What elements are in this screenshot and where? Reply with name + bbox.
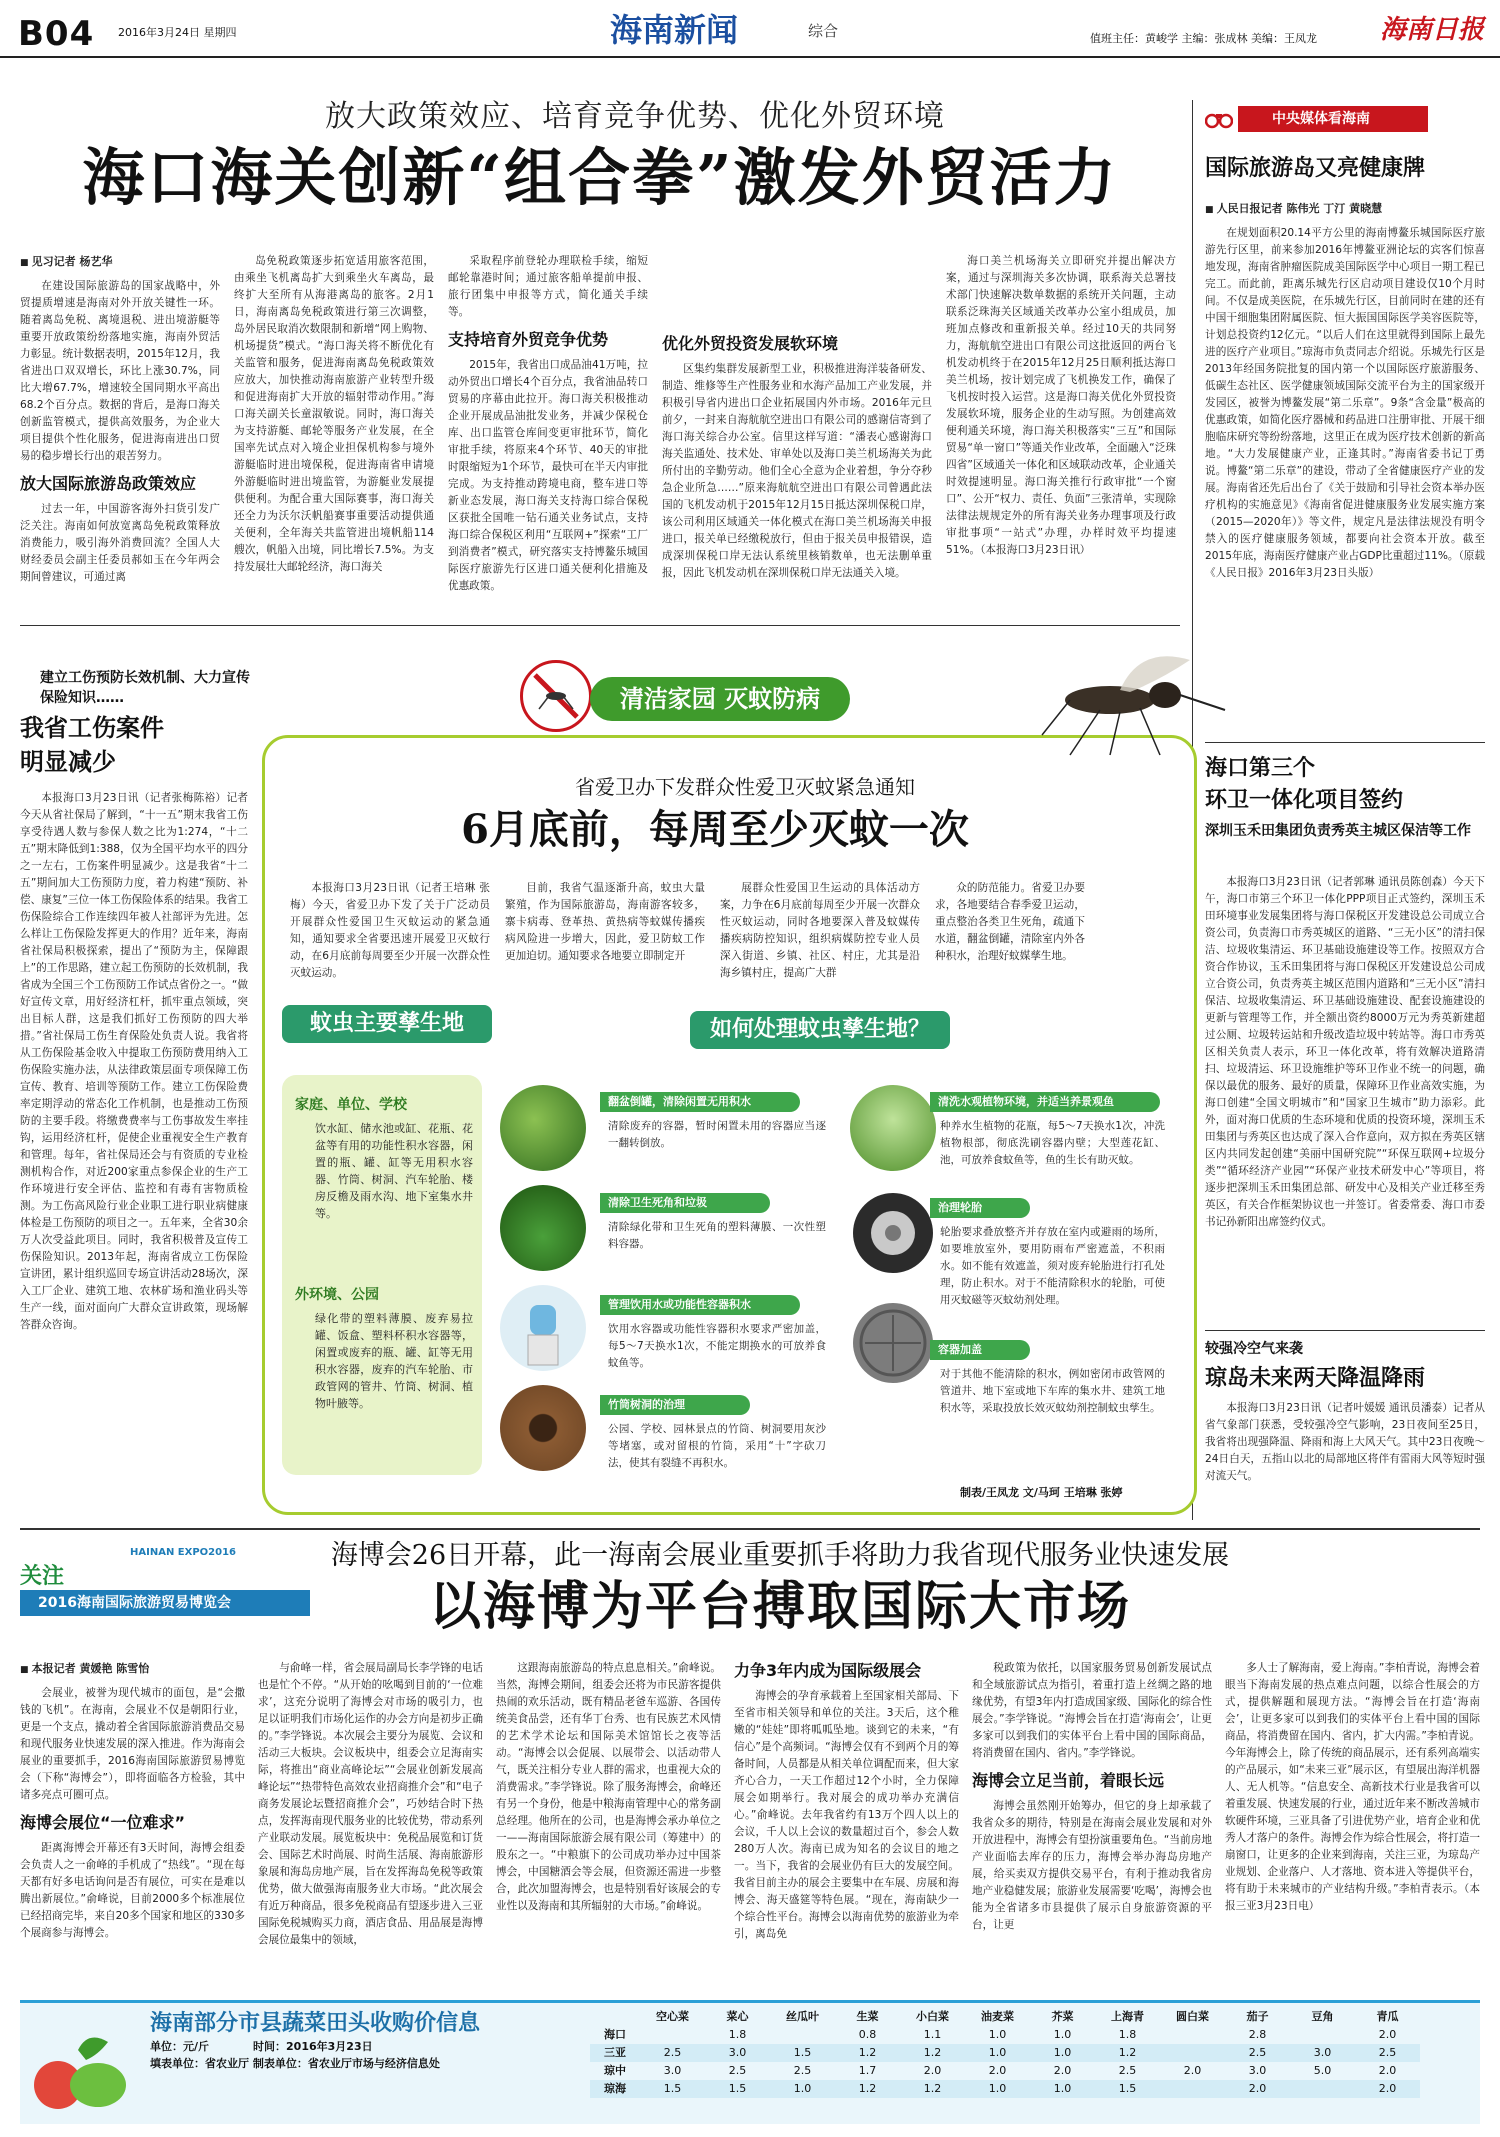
expo-column-5 — [972, 1660, 1212, 1990]
no-mosquito-icon — [520, 660, 592, 732]
vegetables-icon — [28, 2030, 138, 2116]
lead-text-4: 区集约集群发展新型工业，积极推进海洋装备研发、制造、维修等生产性服务业和水海产品加工产业发展，并积极引导省内进出口企业拓展国内外市场。2016年元旦前夕，一封来自海航航空进出口有限公司的感谢信寄到了海口海关综合办公室。信里这样写道：“潘表心感谢海口海关监通处、技术处、审单处以及海口美兰机场海关为此所付出的辛勤劳动。他们全心全意为企业着想，争分夺秒急企业所急……”原来海航航空进出口有限公司曾遇此法国的飞机发动机于2015年12月15日抵达深圳保税口岸，该公司利用区域通关一体化模式在海口美兰机场海关申报进口，报关单已经缴税放行，但由于报关员申报错误，造成深圳保税口岸无法认系统里核销数单，也无法删单重报，因此飞机发动机在深圳保税口岸无法通关入境。 — [662, 363, 932, 579]
price-date: 时间：2016年3月23日 — [253, 2040, 373, 2053]
price-row — [590, 2080, 1420, 2098]
price-column-header: 油麦菜 — [981, 2010, 1014, 2024]
price-cell: 3.0 — [1290, 2044, 1355, 2062]
central-media-byline: ■ 人民日报记者 陈伟光 丁汀 黄晓慧 — [1205, 200, 1485, 219]
price-cell — [1160, 2080, 1225, 2098]
lead-subhead-2: 支持培育外贸竞争优势 — [448, 330, 609, 349]
lead-byline: ■ 见习记者 杨艺华 — [20, 253, 220, 272]
price-cell: 2.0 — [1378, 2028, 1397, 2042]
price-cell: 1.5 — [770, 2044, 835, 2062]
price-cell: 1.8 — [728, 2028, 747, 2042]
price-cell — [1290, 2080, 1355, 2098]
expo-text-3: 这跟海南旅游岛的特点息息相关。”俞峰说。当然，海博会期间，组委会还将为市民游客提供热闹的欢乐活动，既有精品老爸车巡游、各国传统美食品尝，还有华丁台秀、也有民族艺术风情的艺术学术论坛和国际美术馆馆长之夜等活动。“海博会以会促展、以展带会、以活动带人气，既关注相分专业人群的需求，也重视大众的消费需求。”李学锋说。除了服务海博会，俞峰还有另一个身份，他是中粮海南管理中心的常务副总经理。他所在的公司，也是海博会承办单位之一——海南国际旅游会展有限公司（筹建中）的股东之一。“中粮旗下的公司成功举办过中国茶博会，中国糖酒会等会展，但资源还需进一步整合，此次加盟海博会，也是特别看好该展会的专业性以及海南和其所辐射的大市场。”俞峰说。 — [496, 1662, 721, 1912]
price-cell: 3.0 — [1248, 2064, 1267, 2078]
price-cell: 0.8 — [858, 2028, 877, 2042]
divider — [20, 625, 1180, 626]
tip-text-block — [940, 1118, 1165, 1188]
weather-headline: 琼岛未来两天降温降雨 — [1205, 1365, 1426, 1391]
expo-kicker: 海博会26日开幕，此一海南会展业重要抓手将助力我省现代服务业快速发展 — [330, 1540, 1230, 1571]
price-table-header — [590, 2008, 1420, 2026]
price-cell: 5.0 — [1313, 2064, 1332, 2078]
price-cell: 2.5 — [728, 2064, 747, 2078]
price-row — [590, 2062, 1420, 2080]
price-column-header: 上海青 — [1111, 2010, 1144, 2024]
outdoor-label: 外环境、公园 — [295, 1287, 379, 1303]
injury-headline-1: 我省工伤案件 — [20, 713, 164, 742]
mosquito-column-2 — [505, 880, 705, 990]
tip-text-block — [608, 1219, 826, 1269]
expo-headline: 以海博为平台搏取国际大市场 — [428, 1576, 1131, 1637]
price-cell: 1.8 — [1118, 2028, 1137, 2042]
price-cell: 1.2 — [900, 2080, 965, 2098]
expo-text-4: 海博会的孕育承载着上至国家相关部局、下至省市相关领导和单位的关注。3天后，这个稚嫩的“娃娃”即将呱呱坠地。谈到它的未来，“有信心”是个高频词。“海博会仅有不到两个月的筹备时间，人员都是从相关单位调配而来，但大家齐心合力，一天工作超过12个小时，全力保障展会如期举行。我对展会的成功举办充满信心。”俞峰说。去年我省约有13万个四人以上的会议，千人以上会议的数量超过百个，参会人数280万人次。海南已成为知名的会议目的地之一。当下，我省的会展业仍有巨大的发展空间。我省目前主办的展会主要集中在车展、房展和海博会、海天盛筵等特色展。“现在，海南缺少一个综合性平台。海博会以海南优势的旅游业为牵引，离岛免 — [734, 1690, 959, 1940]
expo-column-3 — [496, 1660, 721, 1990]
price-column-header — [590, 2008, 640, 2026]
price-cell: 2.0 — [1225, 2080, 1290, 2098]
lead-text-1: 在建设国际旅游岛的国家战略中，外贸提质增速是海南对外开放关键性一环。随着离岛免税、离境退税、进出境游艇等重要开放政策纷纷落地实施，海南外贸活力彰显。统计数据表明，2015年12月，我省进出口双双增长，环比上涨30.7%，同比大增67.7%，增速较全国同期水平高出68.2个百分点。数据的背后，是海口海关创新监管模式，提供高效服务，为企业大项目提供个性化服务，促进海南进出口贸易的稳步增长行出的艰苦努力。 — [20, 280, 220, 462]
lead-headline: 海口海关创新“组合拳”激发外贸活力 — [82, 141, 1118, 214]
expo-tag: 2016海南国际旅游贸易博览会 — [20, 1590, 310, 1616]
price-box-meta — [150, 2038, 440, 2072]
price-column-header: 空心菜 — [656, 2010, 689, 2024]
price-cell: 2.5 — [1355, 2044, 1420, 2062]
expo-byline: ■ 本报记者 黄媛艳 陈雪怡 — [20, 1660, 245, 1679]
price-column-header: 豆角 — [1311, 2010, 1334, 2024]
injury-text: 本报海口3月23日讯（记者张梅陈裕）记者今天从省社保局了解到，“十一五”期末我省工伤享受待遇人数与参保人数之比为1:274，“十二五”期末降低到1:388，仅为全国平均水平的四分之一左右，工伤案件明显减少。这是我省“十二五”期间加大工伤预防力度，着力构建“预防、补偿、康复”三位一体工伤保险体系的结果。我省工伤保险综合工作连续四年被人社部评为先进。怎么样让工伤保险发挥更大的作用？近年来，海南省社保局积极探索，提出了“预防为主，保障跟上”的工作思路，建立起工伤预防的长效机制，我省成为全国三个工伤预防工作试点省份之一。“做好宣传文章，用好经济杠杆，抓牢重点领域，突出目标人群，这是我们抓好工伤预防的四大举措。”省社保局工伤生育保险处负责人说。我省将从工伤保险基金收入中提取工伤预防费用纳入工伤保险实施办法，从法律政策层面专项保障工伤宣传、教育、培训等预防工作。建立工伤保险费率定期浮动的常态化工作机制，也是推动工伤预防的主要手段。将缴费费率与工伤事故发生率挂钩，运用经济杠杆，促使企业重视安全生产教育和管理。每年，省社保局还会与有资质的专业检测机构合作，对近200家重点参保企业的生产工作环境进行安全评估、监控和有毒有害物质检测。为工伤高风险行业企业职工进行职业病健康体检是工伤预防的项目之一。五年来，全省30余万人次受益此项目。同时，我省积极普及宣传工伤保险知识。2013年起，海南省成立工伤保险宣讲团，累计组织巡回专场宣讲活动28场次，深入工厂企业、建筑工地、农林矿场和渔业码头等生产一线，面对面向广大群众宣讲政策，现场解答群众咨询。 — [20, 792, 248, 1331]
price-row — [590, 2044, 1420, 2062]
outdoor-text: 绿化带的塑料薄膜、废弃易拉罐、饭盒、塑料杯积水容器等，闲置或废弃的瓶、罐、缸等无用积水容器，废弃的汽车轮胎、市政管网的管井、竹筒、树洞、植物叶腋等。 — [315, 1312, 473, 1410]
weather-article — [1205, 1400, 1485, 1515]
lead-column-3 — [448, 253, 648, 608]
expo-text-2: 与俞峰一样，省会展局副局长李学锋的电话也是忙个不停。“从开始的吆喝到目前的‘一位难求’，这充分说明了海博会对市场的吸引力，也足以证明我们市场化运作的办会方向是初步正确的。”李学锋说。本次展会主要分为展览、会议和活动三大板块。会议板块中，组委会立足海南实际，将推出“商业高峰论坛”“会展业创新发展高峰论坛”“热带特色高效农业招商推介会”和“电子商务发展论坛暨招商推介会”，巧妙结合时下热点，发挥海南现代服务业的比较优势，带动系列产业联动发展。展览板块中：免税品展览和订货会、国际艺术时尚展、时尚生活展、海南旅游形象展和海岛房地产展，旨在发挥海岛免税等政策优势，做大做强海南服务业大市场。“此次展会有近万种商品，很多免税商品有望逐步进入三亚国际免税城购买力商，酒店食品、用品展是海博会展位最集中的领域， — [258, 1662, 483, 1946]
price-column-header: 茄子 — [1246, 2010, 1269, 2024]
lead-column-1 — [20, 253, 220, 608]
injury-article — [20, 790, 248, 1515]
price-cell: 2.0 — [988, 2064, 1007, 2078]
price-cell: 2.5 — [1225, 2044, 1290, 2062]
tip-text: 轮胎要求叠放整齐并存放在室内或避雨的场所，如要堆放室外，要用防雨布严密遮盖，不积雨水。如不能有效遮盖，须对废弃轮胎进行打孔处理，防止积水。对于不能清除积水的轮胎，可使用灭蚊磁等灭蚊幼剂处理。 — [940, 1226, 1165, 1306]
mosquito-text-2: 目前，我省气温逐渐升高，蚊虫大量繁殖，作为国际旅游岛，海南游客较多，寨卡病毒、登革热、黄热病等蚊媒传播疾病风险进一步增大，因此，爱卫防蚊工作更加迫切。通知要求各地要立即制定开 — [505, 882, 705, 962]
price-cell: 1.1 — [923, 2028, 942, 2042]
central-media-headline: 国际旅游岛又亮健康牌 — [1205, 155, 1426, 181]
infobox-credit: 制表/王凤龙 文/马珂 王培琳 张婷 — [960, 1486, 1123, 1499]
hygiene-campaign-banner: 清洁家园 灭蚊防病 — [590, 677, 850, 721]
price-cell — [770, 2026, 835, 2044]
price-table — [590, 2008, 1420, 2098]
price-cell: 2.0 — [1053, 2064, 1072, 2078]
price-cell — [640, 2026, 705, 2044]
mosquito-headline: 6月底前，每周至少灭蚊一次 — [461, 806, 969, 853]
expo-subhead-2: 力争3年内成为国际级展会 — [734, 1661, 922, 1680]
weather-text: 本报海口3月23日讯（记者叶媛媛 通讯员潘泰）记者从省气象部门获悉，受较强冷空气影响，23日夜间至25日，我省将出现强降温、降雨和海上大风天气。其中23日夜晚～24日白天，五指山以北的局部地区将伴有雷雨大风等短时强对流天气。 — [1205, 1402, 1485, 1482]
price-city: 三亚 — [590, 2044, 640, 2062]
divider — [1205, 1330, 1485, 1331]
price-cell: 2.5 — [793, 2064, 812, 2078]
price-cell — [1290, 2026, 1355, 2044]
price-cell: 2.0 — [1355, 2080, 1420, 2098]
central-media-article — [1205, 200, 1485, 720]
lead-column-2 — [234, 253, 434, 608]
price-cell — [1160, 2026, 1225, 2044]
central-media-tag: 中央媒体看海南 — [1238, 106, 1428, 132]
home-label: 家庭、单位、学校 — [295, 1097, 407, 1113]
lead-text-3: 采取程序前登轮办理联检手续，缩短邮轮靠港时间；通过旅客船单提前申报、旅行团集中申报等方式，简化通关手续等。 — [448, 255, 648, 318]
mosquito-illustration-icon — [1040, 640, 1230, 760]
newspaper-logo: 海南日报 — [1380, 15, 1485, 45]
tip-label: 容器加盖 — [930, 1340, 1030, 1360]
expo-column-2 — [258, 1660, 483, 1990]
grass-icon — [500, 1185, 586, 1271]
price-column-header: 芥菜 — [1051, 2010, 1074, 2024]
price-cell: 1.0 — [770, 2080, 835, 2098]
tip-text: 公园、学校、园林景点的竹筒、树洞要用灰沙等堵塞，或对留根的竹筒，采用“十”字砍刀法，使其有裂缝不再积水。 — [608, 1423, 826, 1469]
lead-subhead-3: 优化外贸投资发展软环境 — [662, 334, 839, 353]
tip-text: 清除绿化带和卫生死角的塑料薄膜、一次性塑料容器。 — [608, 1221, 826, 1250]
tip-label: 竹筒树洞的治理 — [600, 1395, 750, 1415]
lead-kicker: 放大政策效应、培育竞争优势、优化外贸环境 — [325, 99, 945, 134]
expo-text-1b: 距离海博会开幕还有3天时间，海博会组委会负责人之一俞峰的手机成了“热线”。“现在每天都有好多电话询问是否有展位，可实在是难以腾出新展位。”俞峰说，目前2000多个标准展位已经招商完毕，来自20多个国家和地区的330多个展商参与海博会。 — [20, 1842, 245, 1939]
tip-label: 清洗水观植物环境，并适当养景观鱼 — [930, 1092, 1160, 1112]
how-to-handle-pill: 如何处理蚊虫孳生地？ — [690, 1011, 950, 1049]
price-column-header: 小白菜 — [916, 2010, 949, 2024]
water-dispenser-icon — [500, 1285, 586, 1371]
price-cell: 2.0 — [923, 2064, 942, 2078]
price-cell: 1.5 — [1095, 2080, 1160, 2098]
lead-subhead-1: 放大国际旅游岛政策效应 — [20, 474, 197, 493]
mosquito-text-1: 本报海口3月23日讯（记者王培琳 张梅）今天，省爱卫办下发了关于广泛动员开展群众性爱国卫生灭蚊运动的紧急通知，通知要求全省要迅速开展爱卫灭蚊行动，在6月底前每周要至少开展一次群众性灭蚊运动。 — [290, 882, 490, 979]
section-name: 海南新闻 — [610, 11, 739, 49]
price-cell: 3.0 — [663, 2064, 682, 2078]
expo-column-1 — [20, 1660, 245, 1990]
issue-date: 2016年3月24日 星期四 — [118, 26, 237, 39]
price-cell: 3.0 — [705, 2044, 770, 2062]
hygiene-article — [1205, 874, 1485, 1319]
price-cell: 1.2 — [835, 2044, 900, 2062]
hygiene-text: 本报海口3月23日讯（记者郭琳 通讯员陈创森）今天下午，海口市第三个环卫一体化PPP项目正式签约，深圳玉禾田环境事业发展集团将与海口保税区开发建设总公司成立合资公司，负责海口市秀英城区的道路、“三无小区”的清扫保洁、垃圾收集清运、环卫基础设施建设等工作。按照双方合资合作协议，玉禾田集团将与海口保税区开发建设总公司成立合资公司，负责秀英主城区范围内道路和“三无小区”清扫保洁、垃圾收集清运、环卫基础设施建设、配套设施建设的更新与管理等工作，并全额出资约8000万元为秀英新建超过公厕、垃圾转运站和升级改造垃圾中转站等。海口市秀英区相关负责人表示，环卫一体化改革，将有效解决道路清扫、垃圾清运、环卫设施维护等环卫作业不统一的问题，确保以最优的服务、最好的质量，保障环卫作业高效实施，为海口创建“全国文明城市”和“国家卫生城市”助力添彩。此外，面对海口优质的生态环境和优质的投资环境，深圳玉禾田集团与秀英区也达成了深入合作意向，双方拟在秀英区辖区内共同发起创建“美丽中国研究院”“环保互联网+垃圾分类”“循环经济产业园”“环保产业技术研发中心”等项目，将逐步把深圳玉禾田集团总部、研发中心及相关产业迁移至秀英区，有关合作框架协议也一并签订。省委常委、海口市委书记孙新阳出席签约仪式。 — [1205, 876, 1485, 1228]
expo-column-4 — [734, 1660, 959, 1990]
mosquito-text-4: 众的防范能力。省爱卫办要求，各地要结合春季爱卫运动，重点整治各类卫生死角，疏通下水道，翻盆倒罐，清除室内外各种积水，治理好蚊媒孳生地。 — [935, 882, 1085, 962]
expo-subhead-1: 海博会展位“一位难求” — [20, 1813, 186, 1832]
editor-credits: 值班主任：黄峻学 主编：张成林 美编：王凤龙 — [1090, 32, 1317, 45]
price-table-body — [590, 2026, 1420, 2098]
divider — [20, 1528, 1480, 1530]
mosquito-text-3: 展群众性爱国卫生运动的具体活动方案，力争在6月底前每周至少开展一次群众性灭蚊运动，同时各地要深入普及蚊媒传播疾病防控知识，组织病媒防控专业人员深入街道、乡镇、社区、村庄，尤其是沿海乡镇村庄，提高广大群 — [720, 882, 920, 979]
price-cell: 1.5 — [640, 2080, 705, 2098]
tip-text-block — [608, 1118, 826, 1168]
mosquito-column-3 — [720, 880, 920, 990]
mosquito-kicker: 省爱卫办下发群众性爱卫灭蚊紧急通知 — [575, 775, 915, 799]
hygiene-subtitle: 深圳玉禾田集团负责秀英主城区保洁等工作 — [1205, 823, 1471, 839]
injury-headline-2: 明显减少 — [20, 747, 116, 776]
tip-text-block — [940, 1366, 1165, 1456]
price-cell: 1.0 — [1030, 2080, 1095, 2098]
price-cell — [1160, 2044, 1225, 2062]
price-city: 琼海 — [590, 2080, 640, 2098]
expo-text-6: 多人士了解海南，爱上海南。”李柏青说，海博会着眼当下海南发展的热点难点问题，以综合性展会的方式，提供解题和展现方法。“海博会旨在打造‘海南会’，让更多家可以到我们的实体平台上看中国的国际商品，将消费留在国内、省内，扩大内需。”李柏青说。今年海博会上，除了传统的商品展示，还有系列高端实的产品展示，如“未来三亚”展示区，有望展出海洋机器人、无人机等。“信息安全、高新技术行业是我省可以着重发展、快速发展的行业，通过近年来不断改善城市软硬件环境，三亚具备了引进优势产业，培育企业和优秀人才落户的条件。海博会作为综合性展会，将打造一扇窗口，让更多的企业来到海南，关注三亚，为琼岛产业规划、企业落户、人才落地、资本进入等提供平台，将有助于未来城市的产业结构升级。”李柏青表示。（本报三亚3月23日电） — [1225, 1662, 1480, 1912]
expo-column-6 — [1225, 1660, 1480, 1990]
price-cell: 1.0 — [1053, 2028, 1072, 2042]
outdoor-text-block — [315, 1310, 473, 1430]
price-cell: 2.5 — [1118, 2064, 1137, 2078]
price-city: 琼中 — [604, 2064, 626, 2078]
price-cell: 1.2 — [835, 2080, 900, 2098]
expo-text-5: 税政策为依托，以国家服务贸易创新发展试点和全域旅游试点为指引，着重打造上丝绸之路的地缘优势，有望3年内打造成国家级、国际化的综合性展会。”李学锋说。“海博会旨在打造‘海南会’，让更多家可以到我们的实体平台上看中国的国际商品，将消费留在国内、省内。”李学锋说。 — [972, 1662, 1212, 1759]
breeding-sites-pill: 蚊虫主要孳生地 — [282, 1005, 492, 1043]
binoculars-icon — [1205, 108, 1233, 130]
price-cell: 1.2 — [900, 2044, 965, 2062]
price-cell: 2.0 — [1183, 2064, 1202, 2078]
price-row — [590, 2026, 1420, 2044]
lead-column-5 — [946, 253, 1176, 623]
masthead — [0, 0, 1500, 58]
expo-text-5b: 海博会虽然刚开始筹办，但它的身上却承载了我省众多的期待，特别是在海南会展业发展和对外开放进程中，海博会有望扮演重要角色。“当前房地产业面临去库存的压力，海博会举办海岛房地产展，给买卖双方提供交易平台，有利于推动我省房地产业稳健发展；旅游业发展需要‘吃喝’，海博会也能为全省诸多市县提供了展示自身旅游资源的平台，让更 — [972, 1800, 1212, 1931]
water-plant-icon — [850, 1085, 936, 1171]
home-text-block — [315, 1120, 473, 1240]
page-number: B04 — [18, 14, 95, 54]
tip-label: 管理饮用水或功能性容器积水 — [600, 1295, 800, 1315]
price-cell: 2.0 — [1378, 2064, 1397, 2078]
injury-kicker: 建立工伤预防长效机制、大力宣传保险知识…… — [40, 670, 250, 706]
hygiene-headline-1: 海口第三个 — [1205, 755, 1316, 781]
tip-text: 种养水生植物的花瓶，每5～7天换水1次，冲洗植物根部，彻底洗刷容器内壁；大型莲花缸、池，可放养食蚊鱼等，鱼的生长有助灭蚊。 — [940, 1120, 1165, 1166]
tip-text-block — [608, 1321, 826, 1381]
expo-subhead-3: 海博会立足当前，着眼长远 — [972, 1771, 1165, 1790]
price-cell: 1.7 — [858, 2064, 877, 2078]
price-cell: 1.0 — [1030, 2044, 1095, 2062]
expo-text-1: 会展业，被誉为现代城市的面包，是“会撒钱的飞机”。在海南，会展业不仅是朝阳行业，更是一个支点，撬动着全省国际旅游消费品交易和现代服务业快速发展的深入推进。作为海南会展业的重要抓手，2016海南国际旅游贸易博览会（下称“海博会”），即将面临各方检验，其中诸多亮点可圈可点。 — [20, 1687, 245, 1801]
tip-label: 翻盆倒罐，清除闲置无用积水 — [600, 1092, 800, 1112]
price-cell: 1.0 — [988, 2028, 1007, 2042]
price-column-header: 菜心 — [726, 2010, 749, 2024]
price-cell: 1.0 — [965, 2044, 1030, 2062]
price-unit: 单位：元/斤 — [150, 2040, 210, 2053]
home-text: 饮水缸、储水池或缸、花瓶、花盆等有用的功能性积水容器，闲置的瓶、罐、缸等无用积水容器、竹筒、树洞、汽车轮胎、楼房反檐及雨水沟、地下室集水井等。 — [315, 1122, 473, 1220]
tip-label: 治理轮胎 — [930, 1198, 1030, 1218]
price-cell: 1.2 — [1095, 2044, 1160, 2062]
tree-hole-icon — [500, 1385, 586, 1471]
manhole-cover-icon — [850, 1300, 936, 1386]
expo-logo: HAINAN EXPO2016 — [130, 1547, 236, 1558]
tip-text-block — [940, 1224, 1165, 1334]
tire-icon — [850, 1190, 936, 1276]
tip-text: 清除废弃的容器，暂时闲置未用的容器应当逐一翻转倒放。 — [608, 1120, 826, 1149]
price-cell: 2.8 — [1248, 2028, 1267, 2042]
lead-text-5: 海口美兰机场海关立即研究并提出解决方案，通过与深圳海关多次协调，联系海关总署技术部门快速解决数单数据的系统开关问题，主动联系泛珠海关区域通关改革办公室小组成员，加班加点修改和重新报关单。经过10天的共同努力，海航航空进出口有限公司这批返回的两台飞机发动机终于在2015年12月25日顺利抵达海口美兰机场，按计划完成了飞机换发工作，确保了飞机按时投入运营。这是海口海关优化外贸投资发展软环境，服务企业的生动写照。为创建高效便利通关环境，海口海关积极落实“三互”和国际贸易“单一窗口”等通关作业改革，全面融入“泛珠四省”区域通关一体化和区域联动改革，企业通关时效提速明显。海口海关推行行政审批“一个窗口”、公开“权力、责任、负面”三张清单，实现除法律法规规定外的所有海关业务办理事项及行政审批事项“一站式”办理，办样时效平均提速51%。（本报海口3月23日讯） — [946, 255, 1176, 556]
tip-label: 清除卫生死角和垃圾 — [600, 1193, 770, 1213]
mosquito-column-1 — [290, 880, 490, 990]
weather-kicker: 较强冷空气来袭 — [1205, 1341, 1303, 1357]
lead-text-3b: 2015年，我省出口成品油41万吨，拉动外贸出口增长4个百分点，我省油品转口贸易的序幕由此拉开。海口海关积极推动企业开展成品油批发业务，并减少保税仓库、出口监管仓库间变更审批环节，简化审批手续，将原来4个环节、40天的审批时限缩短为1个环节，最快可在半天内审批完成。为支持推动跨境电商，整车进口等新业态发展，海口海关支持海口综合保税区获批全国唯一钻石通关业务试点，支持海口综合保税区利用“互联网+”探索“工厂到消费者”模式，研究落实支持博鳌乐城国际医疗旅游先行区进口通关便利化措施及优惠政策。 — [448, 359, 648, 592]
price-cell: 1.0 — [965, 2080, 1030, 2098]
price-column-header: 圆白菜 — [1176, 2010, 1209, 2024]
tip-text: 饮用水容器或功能性容器积水要求严密加盖，每5～7天换水1次，不能定期换水的可放养食蚊鱼等。 — [608, 1323, 826, 1369]
price-column-header: 青瓜 — [1376, 2010, 1399, 2024]
divider — [1205, 742, 1485, 743]
focus-label: 关注 — [20, 1564, 65, 1589]
lead-text-2: 岛免税政策逐步拓宽适用旅客范围，由乘坐飞机离岛扩大到乘坐火车离岛，最终扩大至所有从海港离岛的旅客。2月1日，海南离岛免税政策进行第三次调整，岛外居民取消次数限制和新增“网上购物、机场提货”模式。“海口海关将不断优化有关监管和服务，促进海南离岛免税政策效应放大，加快推动海南旅游产业转型升级和促进海南扩大开放的辐射带动作用。”海口海关副关长童淑敏说。同时，海口海关为支持游艇、邮轮等服务产业发展，在全国率先试点对入境企业担保机构参与境外游艇临时进出境保税，促进海南省申请境外游艇临时进出境监管，为游艇业发展提供便利。为配合重大国际赛事，海口海关还全力为沃尔沃帆船赛事重要活动提供通关便利，全年海关共监管进出境帆船114艘次，帆船入出境，同比增长7.5%。为支持发展壮大邮轮经济，海口海关 — [234, 255, 434, 573]
hygiene-headline-2: 环卫一体化项目签约 — [1205, 787, 1404, 813]
price-city: 海口 — [604, 2028, 626, 2042]
tip-text-block — [608, 1421, 826, 1481]
green-lawn-icon — [500, 1085, 586, 1171]
central-media-text: 在规划面积20.14平方公里的海南博鳌乐城国际医疗旅游先行区里，前来参加2016年博鳌亚洲论坛的宾客们惊喜地发现，海南省肿瘤医院成美国际医学中心项目一期工程已完工。而此前，距离乐城先行区启动项目建设仅10个月时间。不仅是成美医院，在乐城先行区，目前同时在建的还有中国干细胞集团附属医院、恒大振国国际医学美容医院等，计划总投资约12亿元。“以后人们在这里就得到国际上最先进的医疗产业项目。”琼海市负责同志介绍说。乐城先行区是2013年经国务院批复的国内第一个以国际医疗旅游服务、低碳生态社区、医学健康领域国际交流平台为主的国家级开发园区，被誉为博鳌发展“第二乐章”。9条“含金量”极高的优惠政策，如简化医疗器械和药品进口注册审批、开展干细胞临床研究等纷纷落地，这里正在成为医疗技术创新的新高地。“大力发展健康产业，正逢其时。”海南省委书记丁勇说。博鳌“第二乐章”的建设，带动了全省健康医疗产业的发展。海南省还先后出台了《关于鼓励和引导社会资本举办医疗机构的实施意见》《海南省促进健康服务业发展实施方案（2015—2020年）》等文件，规定凡是法律法规没有明令禁入的医疗健康服务领域，都要向社会资本开放。截至2015年底，海南医疗健康产业占GDP比重超过11%。（原载《人民日报》2016年3月23日头版） — [1205, 227, 1485, 579]
lead-text-1b: 过去一年，中国游客海外扫货引发广泛关注。海南如何放宽离岛免税政策释放消费能力，吸引海外消费回流？全国人大财经委员会副主任委员郝如玉在今年两会期间曾建议，可通过离 — [20, 503, 220, 583]
section-sub: 综合 — [808, 22, 839, 40]
mosquito-column-4 — [935, 880, 1085, 990]
price-cell: 2.5 — [640, 2044, 705, 2062]
price-column-header: 生菜 — [856, 2010, 879, 2024]
price-box-title: 海南部分市县蔬菜田头收购价信息 — [150, 2010, 481, 2036]
lead-column-4 — [662, 253, 932, 608]
tip-text: 对于其他不能清除的积水，例如密闭市政管网的管道井、地下室或地下车库的集水井、建筑工地积水等，采取投放长效灭蚊幼剂控制蚊虫孳生。 — [940, 1368, 1165, 1414]
price-column-header: 丝瓜叶 — [786, 2010, 819, 2024]
price-cell: 1.5 — [705, 2080, 770, 2098]
price-source: 填表单位：省农业厅 制表单位：省农业厅市场与经济信息处 — [150, 2057, 440, 2070]
